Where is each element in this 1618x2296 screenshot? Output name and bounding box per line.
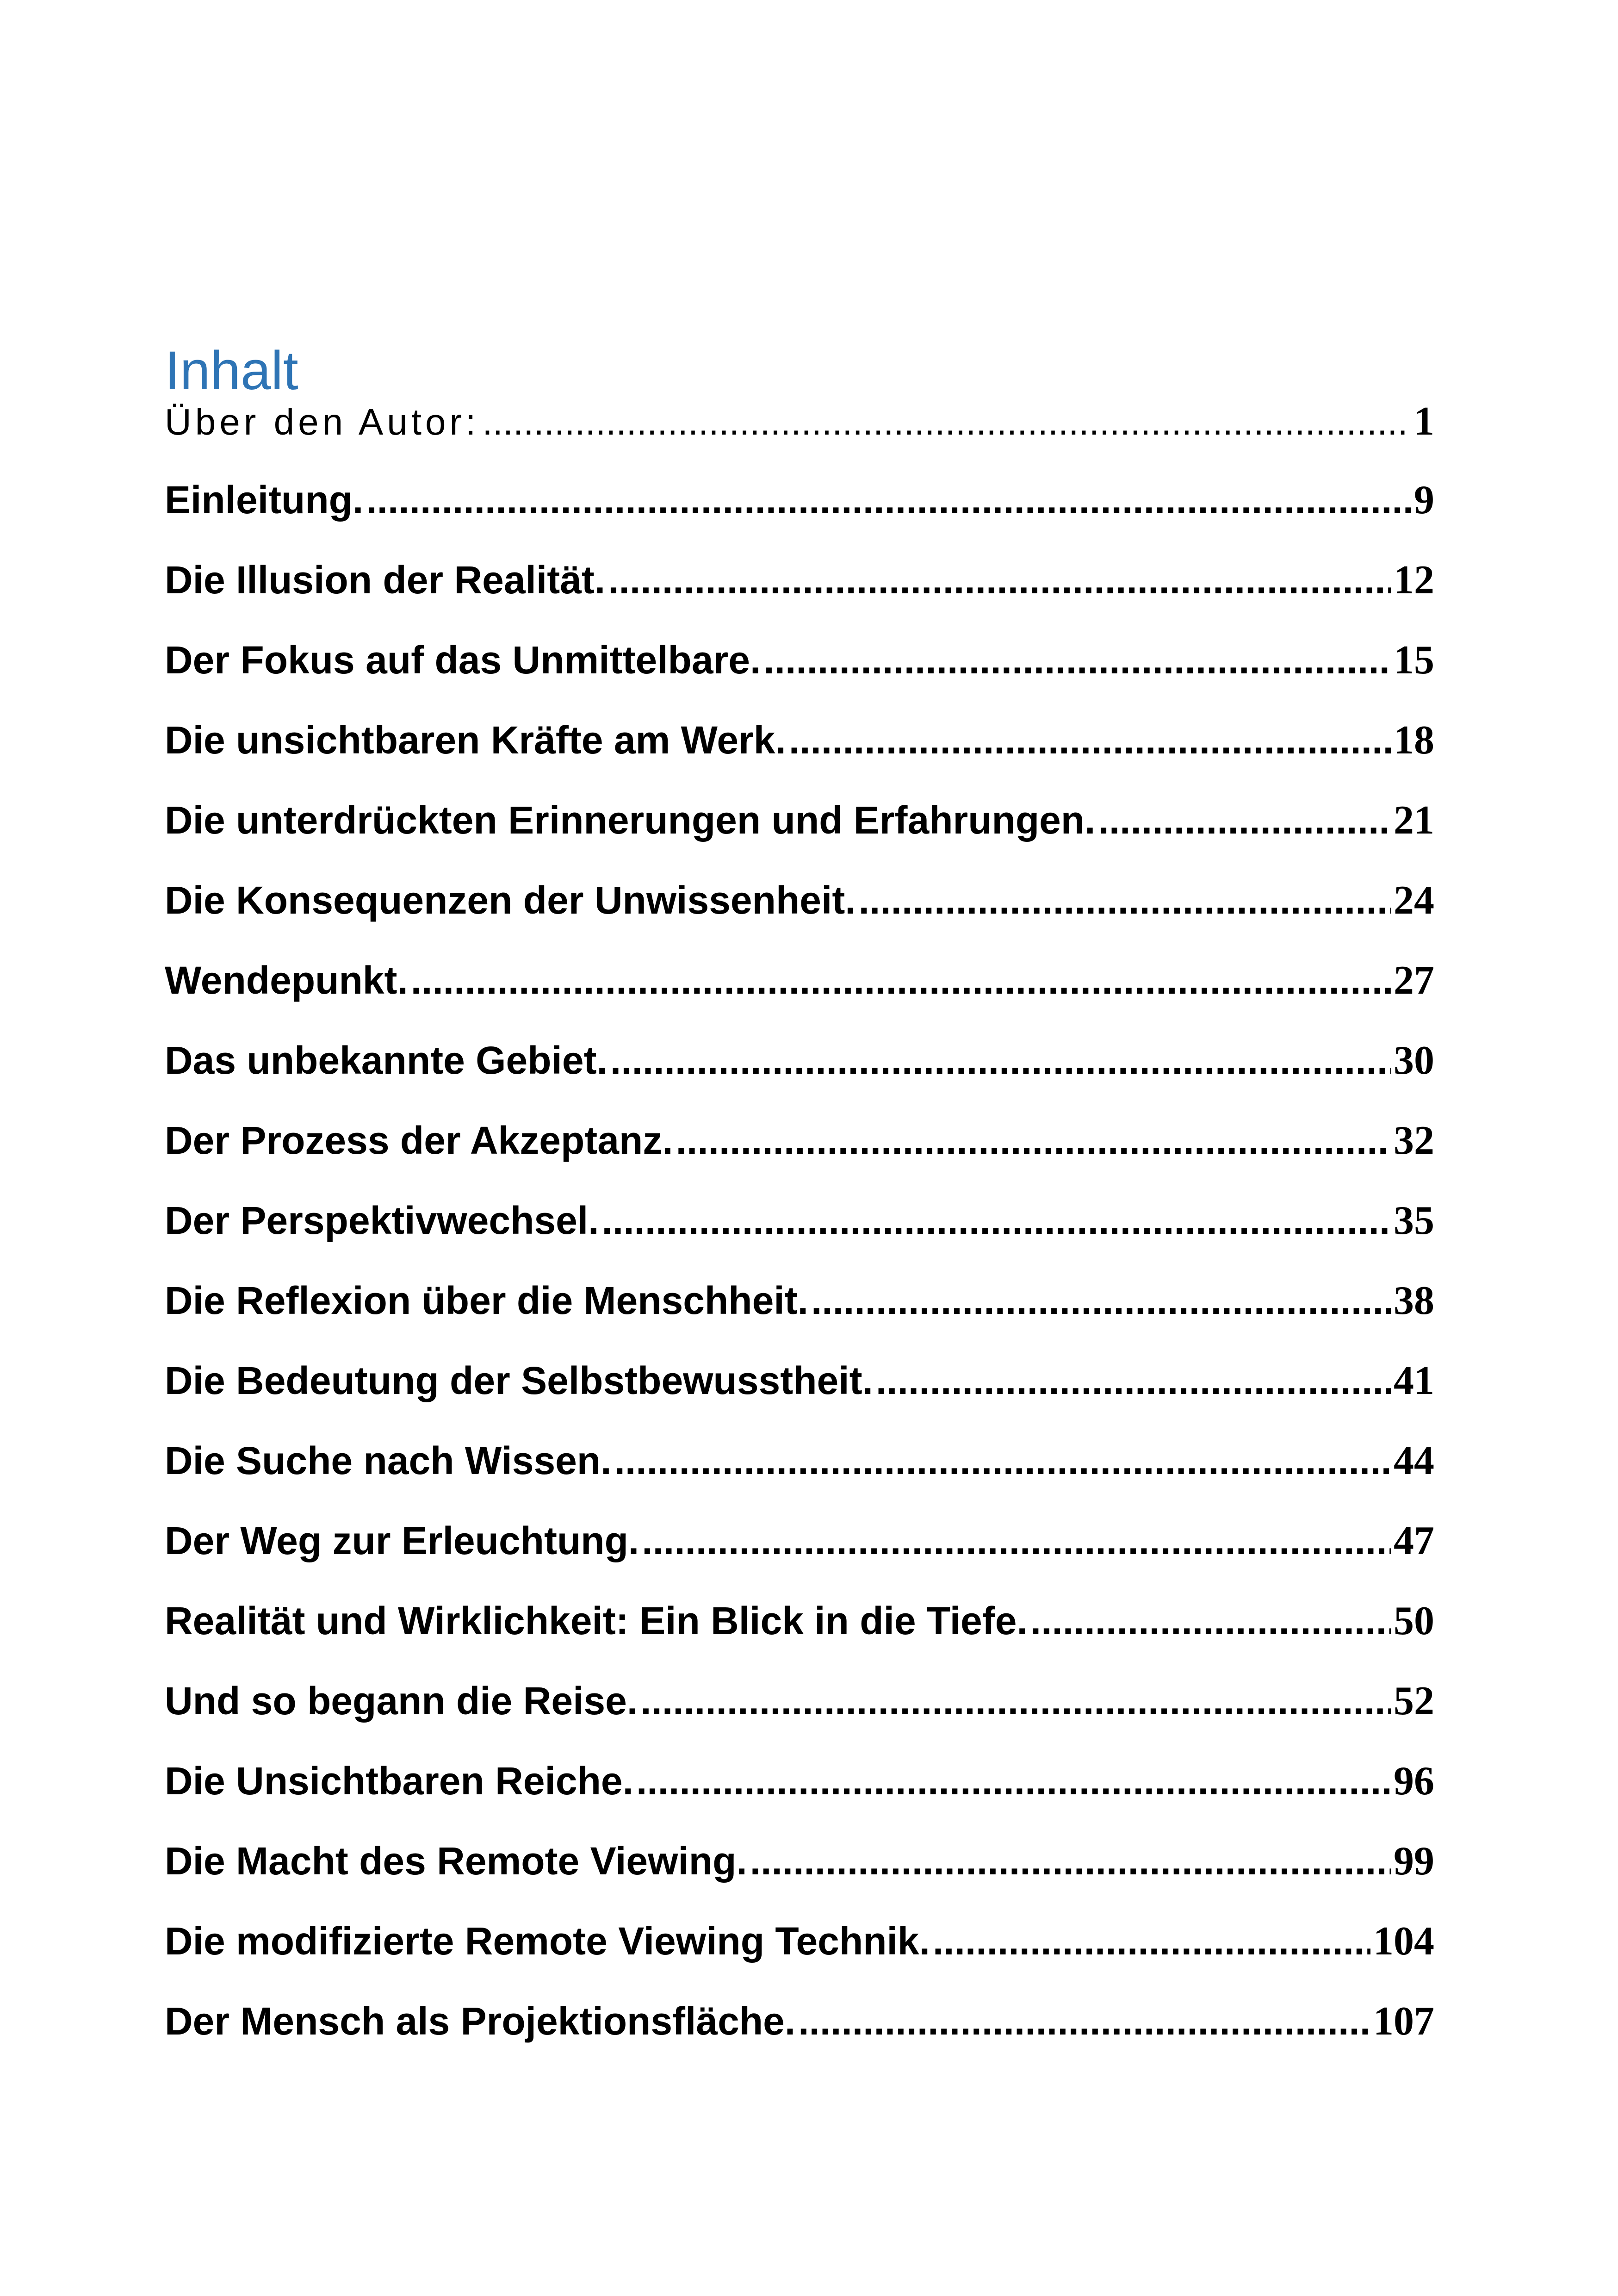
dot-leader	[482, 401, 1411, 443]
toc-entry-title[interactable]: Der Prozess der Akzeptanz.	[165, 1119, 673, 1162]
toc-entry-page-number[interactable]: 99	[1394, 1839, 1434, 1884]
toc-entry-page-number[interactable]: 18	[1394, 718, 1434, 763]
toc-entry[interactable]	[165, 398, 1434, 477]
dot-leader	[676, 1118, 1391, 1163]
toc-entry[interactable]	[165, 1117, 1434, 1197]
toc-entry[interactable]	[165, 717, 1434, 797]
dot-leader	[640, 1679, 1391, 1724]
toc-entry-page-number[interactable]: 47	[1394, 1518, 1434, 1563]
dot-leader	[1030, 1599, 1391, 1643]
toc-entry-title[interactable]: Das unbekannte Gebiet.	[165, 1039, 608, 1082]
toc-entry-page-number[interactable]: 50	[1394, 1599, 1434, 1643]
toc-entry-page-number[interactable]: 15	[1394, 638, 1434, 683]
dot-leader	[798, 1999, 1370, 2044]
dot-leader	[763, 638, 1391, 683]
toc-entry[interactable]	[165, 797, 1434, 877]
toc-heading: Inhalt	[165, 340, 298, 401]
dot-leader	[789, 718, 1391, 763]
toc-entry-title[interactable]: Über den Autor:	[165, 401, 480, 442]
toc-entry[interactable]	[165, 1918, 1434, 1998]
toc-entry[interactable]	[165, 1357, 1434, 1437]
dot-leader	[411, 958, 1391, 1003]
dot-leader	[859, 878, 1391, 923]
toc-entry-page-number[interactable]: 27	[1394, 958, 1434, 1003]
toc-entry-page-number[interactable]: 12	[1394, 558, 1434, 603]
toc-entry[interactable]	[165, 637, 1434, 717]
dot-leader	[608, 558, 1391, 603]
toc-entry-page-number[interactable]: 41	[1394, 1358, 1434, 1403]
dot-leader	[614, 1438, 1391, 1483]
toc-entry-page-number[interactable]: 32	[1394, 1118, 1434, 1163]
dot-leader	[811, 1278, 1391, 1323]
toc-entry-title[interactable]: Die unsichtbaren Kräfte am Werk.	[165, 718, 786, 762]
toc-entry-page-number[interactable]: 52	[1394, 1679, 1434, 1724]
toc-entry[interactable]	[165, 1598, 1434, 1678]
toc-entry-page-number[interactable]: 44	[1394, 1438, 1434, 1483]
dot-leader	[366, 478, 1411, 523]
toc-entry-title[interactable]: Realität und Wirklichkeit: Ein Blick in die Tiefe.	[165, 1599, 1028, 1643]
toc-entry[interactable]	[165, 1758, 1434, 1838]
toc-entry[interactable]	[165, 1437, 1434, 1518]
toc-entry-title[interactable]: Der Mensch als Projektionsfläche.	[165, 1999, 796, 2043]
toc-entry-page-number[interactable]: 30	[1394, 1038, 1434, 1083]
dot-leader	[1098, 798, 1391, 843]
toc-entry-page-number[interactable]: 1	[1414, 399, 1434, 444]
toc-entry-list	[165, 398, 1434, 2078]
toc-entry-page-number[interactable]: 24	[1394, 878, 1434, 923]
toc-entry-title[interactable]: Und so begann die Reise.	[165, 1679, 638, 1723]
toc-entry[interactable]	[165, 1277, 1434, 1357]
dot-leader	[610, 1038, 1391, 1083]
toc-entry-page-number[interactable]: 96	[1394, 1759, 1434, 1804]
toc-entry-title[interactable]: Die Bedeutung der Selbstbewusstheit.	[165, 1359, 873, 1402]
toc-entry[interactable]	[165, 1037, 1434, 1117]
toc-entry-page-number[interactable]: 104	[1373, 1919, 1434, 1964]
dot-leader	[750, 1839, 1391, 1884]
toc-entry-title[interactable]: Die Konsequenzen der Unwissenheit.	[165, 878, 856, 922]
toc-entry[interactable]	[165, 1518, 1434, 1598]
toc-entry-page-number[interactable]: 21	[1394, 798, 1434, 843]
toc-entry-title[interactable]: Die Suche nach Wissen.	[165, 1439, 612, 1482]
toc-entry-title[interactable]: Die modifizierte Remote Viewing Technik.	[165, 1919, 930, 1963]
toc-entry-title[interactable]: Wendepunkt.	[165, 958, 408, 1002]
toc-entry-title[interactable]: Einleitung.	[165, 478, 364, 522]
toc-entry-page-number[interactable]: 38	[1394, 1278, 1434, 1323]
toc-entry[interactable]	[165, 1838, 1434, 1918]
toc-entry-title[interactable]: Die Illusion der Realität.	[165, 558, 606, 602]
toc-entry-page-number[interactable]: 35	[1394, 1198, 1434, 1243]
toc-entry[interactable]	[165, 1197, 1434, 1277]
dot-leader	[642, 1518, 1391, 1563]
toc-entry[interactable]	[165, 957, 1434, 1037]
toc-entry[interactable]	[165, 1998, 1434, 2078]
toc-entry-title[interactable]: Der Fokus auf das Unmittelbare.	[165, 638, 761, 682]
toc-entry[interactable]	[165, 557, 1434, 637]
dot-leader	[933, 1919, 1370, 1964]
table-of-contents	[165, 324, 1434, 2078]
toc-entry-title[interactable]: Die Unsichtbaren Reiche.	[165, 1759, 633, 1803]
toc-entry-title[interactable]: Der Weg zur Erleuchtung.	[165, 1519, 639, 1562]
toc-entry-title[interactable]: Die unterdrückten Erinnerungen und Erfahrungen.	[165, 798, 1096, 842]
dot-leader	[876, 1358, 1391, 1403]
toc-entry-title[interactable]: Die Reflexion über die Menschheit.	[165, 1279, 808, 1322]
toc-entry[interactable]	[165, 1678, 1434, 1758]
toc-entry-title[interactable]: Der Perspektivwechsel.	[165, 1199, 599, 1242]
toc-entry-page-number[interactable]: 9	[1414, 478, 1434, 523]
dot-leader	[602, 1198, 1391, 1243]
dot-leader	[636, 1759, 1391, 1804]
toc-entry[interactable]	[165, 477, 1434, 557]
toc-entry-page-number[interactable]: 107	[1373, 1999, 1434, 2044]
toc-entry-title[interactable]: Die Macht des Remote Viewing.	[165, 1839, 747, 1883]
toc-entry[interactable]	[165, 877, 1434, 957]
